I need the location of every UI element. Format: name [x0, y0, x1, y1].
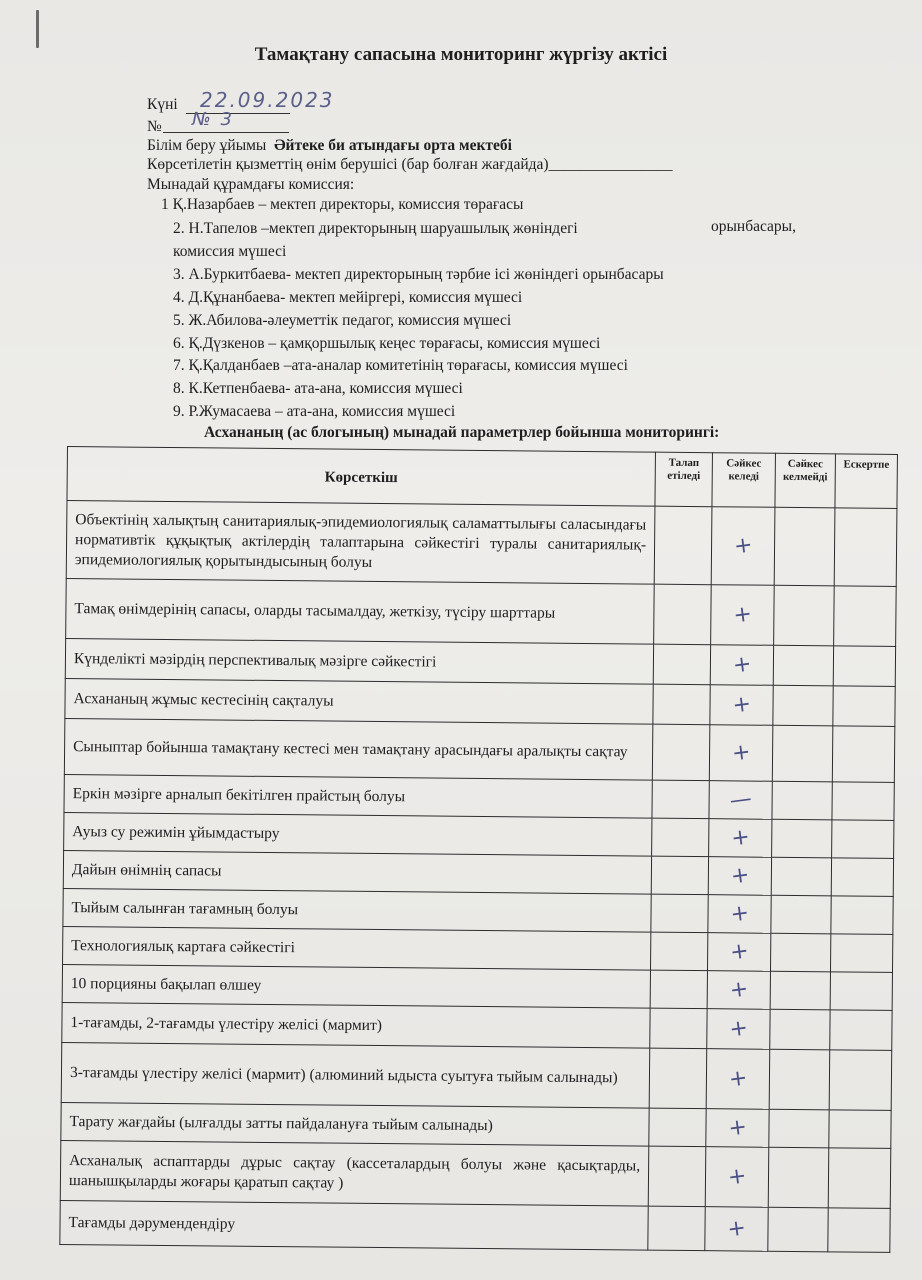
required-cell: [648, 1146, 706, 1207]
required-cell: [648, 1206, 705, 1251]
compliant-cell: [711, 507, 775, 586]
header-indicator: Көрсеткіш: [67, 447, 655, 507]
indicator-cell: Асханалық аспаптарды дұрыс сақтау (кассеталардың болуы және қасықтарды, шанышқыларды жоғары қаратып сақтау ): [60, 1140, 649, 1206]
required-cell: [651, 894, 708, 933]
required-cell: [653, 684, 710, 725]
note-cell: [830, 1010, 892, 1051]
compliant-cell: [710, 685, 773, 726]
handwritten-mark: +: [730, 739, 752, 767]
note-cell: [833, 646, 895, 687]
handwritten-mark: +: [727, 1065, 749, 1093]
provider-line: Көрсетілетін қызметтің өнім берушісі (бар болған жағдайда)________________: [147, 156, 673, 173]
org-name: Әйтеке би атындағы орта мектебі: [274, 137, 512, 154]
handwritten-mark: +: [725, 1215, 748, 1243]
handwritten-mark: +: [731, 651, 753, 679]
compliant-cell: [708, 857, 771, 896]
required-cell: [652, 818, 709, 857]
noncompliant-cell: [771, 895, 831, 934]
noncompliant-cell: [770, 1009, 830, 1050]
indicator-cell: Асхананың жұмыс кестесінің сақталуы: [65, 678, 653, 724]
noncompliant-cell: [771, 857, 831, 896]
table-caption: Асхананың (ас блогының) мынадай параметрлер бойынша мониторингі:: [204, 424, 720, 441]
noncompliant-cell: [770, 971, 830, 1010]
compliant-cell: [708, 895, 771, 934]
compliant-cell: [706, 1109, 769, 1148]
member-7: 7. Қ.Қалданбаев –ата-аналар комитетінің төрағасы, комиссия мүшесі: [173, 357, 628, 374]
member-4: 4. Д.Құнанбаева- мектеп мейіргері, комиссия мүшесі: [173, 289, 523, 306]
compliant-cell: [705, 1147, 769, 1208]
member-1: 1 Қ.Назарбаев – мектеп директоры, комиссия төрағасы: [161, 196, 524, 213]
handwritten-mark: +: [726, 1163, 748, 1191]
document-title: Тамақтану сапасына мониторинг жүргізу актісі: [254, 44, 668, 65]
handwritten-mark: +: [728, 938, 750, 966]
compliant-cell: [709, 819, 772, 858]
compliant-cell: [707, 1009, 770, 1050]
note-cell: [834, 586, 897, 647]
required-cell: [650, 1008, 707, 1049]
noncompliant-cell: [774, 585, 835, 646]
handwritten-mark: +: [728, 976, 750, 1004]
note-cell: [832, 782, 894, 821]
note-cell: [831, 896, 893, 935]
table-row: [64, 718, 894, 782]
note-cell: [829, 1050, 892, 1111]
compliant-cell: [707, 933, 770, 972]
commission-intro: Мынадай құрамдағы комиссия:: [147, 176, 355, 193]
indicator-cell: Тыйым салынған тағамның болуы: [63, 888, 651, 932]
org-label: Білім беру ұйымы: [147, 137, 267, 154]
margin-mark: [36, 10, 39, 48]
table-header-row: [67, 447, 897, 509]
handwritten-mark: +: [731, 601, 754, 629]
required-cell: [650, 970, 707, 1009]
handwritten-mark: +: [732, 532, 754, 560]
noncompliant-cell: [772, 781, 832, 820]
note-cell: [829, 1110, 891, 1149]
table-row: [60, 1200, 890, 1252]
table-row: [66, 578, 897, 646]
required-cell: [653, 644, 710, 685]
indicator-cell: Объектінің халықтың санитариялық-эпидемиологиялық саламаттылығы саласындағы нормативтік құқықтық актілердің талаптарына сәйкестігі туралы санитариялық-эпидемиологиялық қорытындысының болуы: [66, 501, 655, 585]
table-row: [61, 1042, 892, 1110]
note-cell: [828, 1208, 890, 1253]
indicator-cell: 1-тағамды, 2-тағамды үлестіру желісі (мармит): [62, 1002, 650, 1048]
noncompliant-cell: [774, 507, 835, 586]
indicator-cell: Күнделікті мәзірдің перспективалық мәзірге сәйкестігі: [65, 638, 653, 684]
noncompliant-cell: [772, 819, 832, 858]
required-cell: [652, 724, 710, 781]
note-cell: [832, 820, 894, 859]
header-note: Ескертпе: [835, 454, 898, 509]
monitoring-table: [59, 446, 898, 1253]
handwritten-mark: +: [727, 1015, 750, 1043]
indicator-cell: Технологиялық картаға сәйкестігі: [63, 926, 651, 970]
note-cell: [830, 934, 892, 973]
table-row: [60, 1140, 891, 1208]
compliant-cell: [709, 725, 773, 782]
handwritten-mark: +: [728, 900, 751, 928]
number-underline: [163, 132, 289, 133]
indicator-cell: Тамақ өнімдерінің сапасы, оларды тасымалдау, жеткізу, түсіру шарттары: [66, 578, 655, 644]
indicator-cell: Тарату жағдайы (ылғалды затты пайдалануға тыйым салынады): [61, 1102, 649, 1146]
note-cell: [834, 508, 897, 587]
noncompliant-cell: [770, 933, 830, 972]
indicator-cell: 3-тағамды үлестіру желісі (мармит) (алюминий ыдыста суытуға тыйым салынады): [61, 1042, 650, 1108]
required-cell: [649, 1108, 706, 1147]
indicator-cell: Дайын өнімнің сапасы: [63, 850, 651, 894]
date-handwritten: 22.09.2023: [200, 88, 335, 112]
number-handwritten: № 3: [192, 109, 234, 130]
handwritten-mark: +: [730, 691, 753, 719]
required-cell: [650, 932, 707, 971]
table-row: [66, 501, 897, 587]
member-8: 8. К.Кетпенбаева- ата-ана, комиссия мүшесі: [173, 380, 463, 397]
note-cell: [830, 972, 892, 1011]
number-label: №: [147, 118, 162, 135]
compliant-cell: [707, 971, 770, 1010]
indicator-cell: Тағамды дәрумендендіру: [60, 1200, 648, 1250]
handwritten-mark: +: [729, 824, 752, 852]
compliant-cell: [711, 585, 775, 646]
handwritten-mark: —: [728, 786, 754, 814]
noncompliant-cell: [769, 1049, 830, 1110]
compliant-cell: [706, 1049, 770, 1110]
indicator-cell: Сыныптар бойынша тамақтану кестесі мен тамақтану арасындағы аралықты сақтау: [64, 718, 653, 780]
compliant-cell: [705, 1207, 768, 1252]
compliant-cell: [710, 645, 773, 686]
member-2-role: комиссия мүшесі: [173, 243, 287, 260]
noncompliant-cell: [768, 1207, 828, 1252]
handwritten-mark: +: [729, 862, 751, 890]
note-cell: [832, 726, 895, 783]
noncompliant-cell: [768, 1147, 829, 1208]
org-line: [147, 137, 512, 155]
date-label: Күні: [147, 96, 178, 113]
indicator-cell: Ауыз су режимін ұйымдастыру: [64, 812, 652, 856]
member-9: 9. Р.Жумасаева – ата-ана, комиссия мүшесі: [173, 403, 456, 420]
noncompliant-cell: [769, 1109, 829, 1148]
required-cell: [654, 506, 712, 585]
compliant-cell: [709, 781, 772, 820]
required-cell: [654, 584, 712, 645]
noncompliant-cell: [773, 685, 833, 726]
note-cell: [833, 686, 895, 727]
header-compliant: Сәйкес келеді: [712, 453, 776, 508]
noncompliant-cell: [772, 725, 833, 782]
header-noncompliant: Сәйкес келмейді: [775, 453, 836, 508]
note-cell: [828, 1148, 891, 1209]
member-5: 5. Ж.Абилова-әлеуметтік педагог, комиссия мүшесі: [173, 312, 512, 329]
indicator-cell: 10 порцияны бақылап өлшеу: [62, 964, 650, 1008]
required-cell: [651, 856, 708, 895]
member-2: 2. Н.Тапелов –мектеп директорының шаруашылық жөніндегі: [173, 220, 578, 237]
member-2-cont: орынбасары,: [711, 218, 796, 235]
required-cell: [652, 780, 709, 819]
required-cell: [649, 1048, 707, 1109]
member-6: 6. Қ.Дүзкенов – қамқоршылық кеңес төрағасы, комиссия мүшесі: [173, 335, 601, 352]
noncompliant-cell: [773, 645, 833, 686]
member-3: 3. А.Буркитбаева- мектеп директорының тәрбие ісі жөніндегі орынбасары: [173, 266, 664, 283]
handwritten-mark: +: [726, 1114, 749, 1142]
header-required: Талап етіледі: [655, 452, 713, 507]
note-cell: [831, 858, 893, 897]
indicator-cell: Еркін мәзірге арналып бекітілген прайстың болуы: [64, 774, 652, 818]
